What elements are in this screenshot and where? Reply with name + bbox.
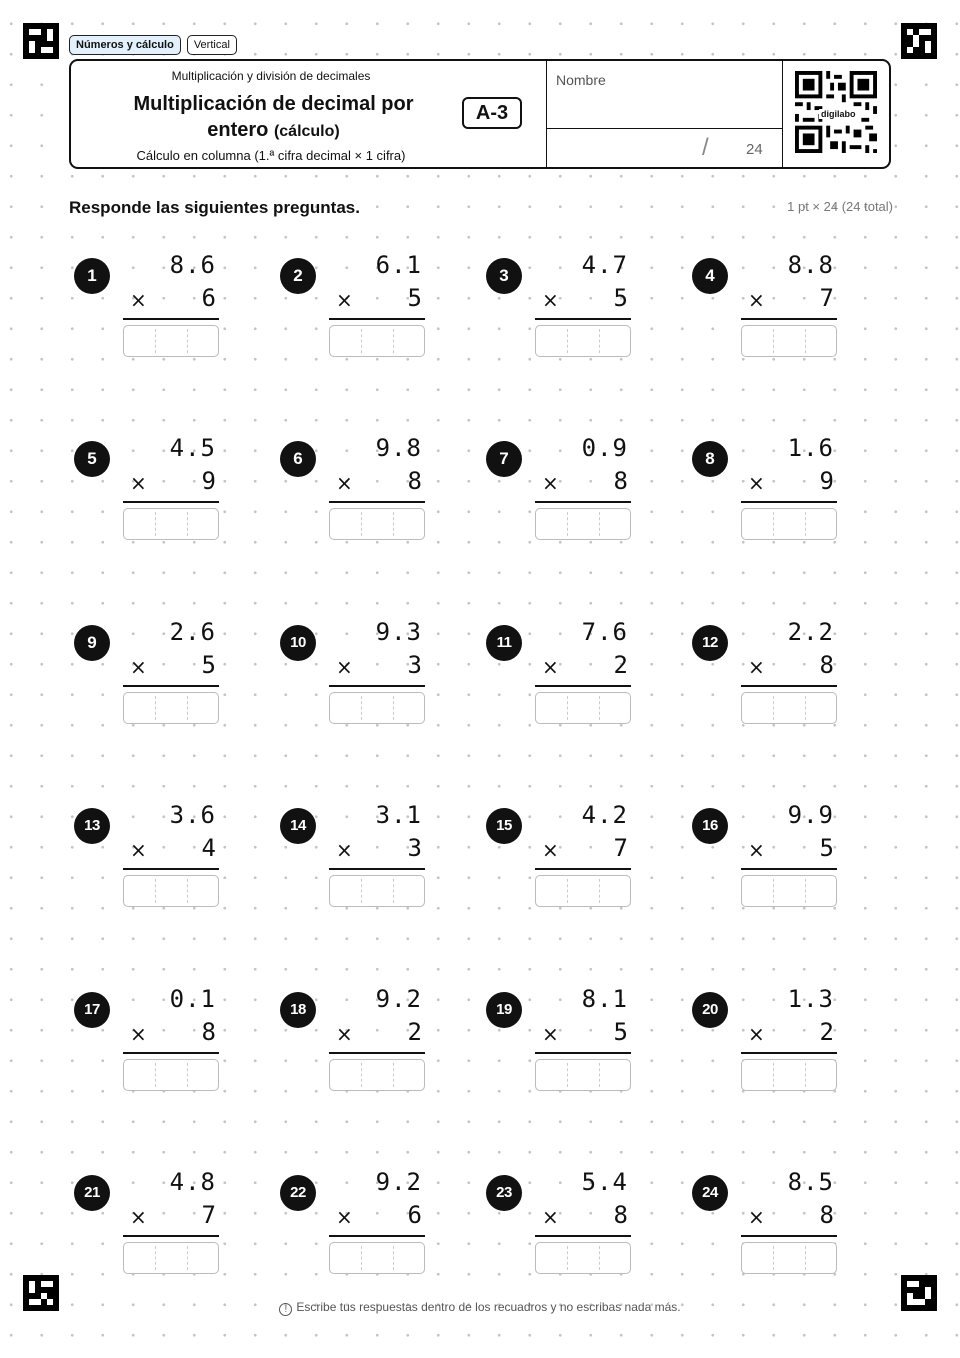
- multiplicand: 4.8: [169, 1168, 216, 1196]
- multiplier: 5: [201, 651, 216, 679]
- problem-number: 14: [280, 808, 316, 844]
- times-symbol: ×: [130, 1205, 147, 1229]
- score-info: 1 pt × 24 (24 total): [787, 199, 893, 214]
- answer-box[interactable]: [123, 692, 219, 724]
- problem-9: [70, 618, 260, 728]
- info-icon: !: [279, 1303, 292, 1316]
- multiplier: 5: [407, 284, 422, 312]
- times-symbol: ×: [130, 471, 147, 495]
- problem-24: [688, 1168, 878, 1278]
- answer-box[interactable]: [329, 692, 425, 724]
- multiplier: 5: [613, 1018, 628, 1046]
- problem-number: 3: [486, 258, 522, 294]
- corner-marker-top-left: [23, 23, 59, 59]
- problem-number: 22: [280, 1175, 316, 1211]
- multiplicand: 1.6: [787, 434, 834, 462]
- category-tags: [69, 35, 237, 55]
- multiplier: 3: [407, 834, 422, 862]
- answer-box[interactable]: [741, 1242, 837, 1274]
- multiplier: 2: [819, 1018, 834, 1046]
- operation-rule: [535, 1052, 631, 1054]
- multiplier: 8: [407, 467, 422, 495]
- problem-3: [482, 251, 672, 361]
- operation-rule: [741, 501, 837, 503]
- problem-number: 12: [692, 625, 728, 661]
- answer-box[interactable]: [535, 875, 631, 907]
- operation-rule: [741, 868, 837, 870]
- score-slash: /: [702, 134, 709, 161]
- times-symbol: ×: [542, 838, 559, 862]
- times-symbol: ×: [748, 1205, 765, 1229]
- multiplicand: 5.4: [581, 1168, 628, 1196]
- problem-13: [70, 801, 260, 911]
- operation-rule: [329, 318, 425, 320]
- operation-rule: [741, 1052, 837, 1054]
- problem-number: 11: [486, 625, 522, 661]
- problem-number: 2: [280, 258, 316, 294]
- times-symbol: ×: [542, 471, 559, 495]
- multiplicand: 9.8: [375, 434, 422, 462]
- answer-box[interactable]: [329, 1059, 425, 1091]
- answer-box[interactable]: [741, 508, 837, 540]
- answer-box[interactable]: [123, 875, 219, 907]
- problem-2: [276, 251, 466, 361]
- operation-rule: [329, 1235, 425, 1237]
- answer-box[interactable]: [535, 1059, 631, 1091]
- multiplier: 2: [613, 651, 628, 679]
- problem-1: [70, 251, 260, 361]
- tag-vertical: Vertical: [187, 35, 237, 55]
- multiplicand: 3.1: [375, 801, 422, 829]
- problem-number: 15: [486, 808, 522, 844]
- multiplicand: 9.3: [375, 618, 422, 646]
- header-description: Cálculo en columna (1.ª cifra decimal × 1 cifra): [136, 148, 406, 163]
- times-symbol: ×: [336, 471, 353, 495]
- operation-rule: [123, 685, 219, 687]
- problem-19: [482, 985, 672, 1095]
- problem-11: [482, 618, 672, 728]
- problem-number: 4: [692, 258, 728, 294]
- problem-number: 5: [74, 441, 110, 477]
- name-score-divider: [547, 128, 783, 129]
- multiplicand: 9.9: [787, 801, 834, 829]
- answer-box[interactable]: [123, 1242, 219, 1274]
- answer-box[interactable]: [741, 692, 837, 724]
- operation-rule: [123, 318, 219, 320]
- operation-rule: [123, 1052, 219, 1054]
- multiplier: 2: [407, 1018, 422, 1046]
- answer-box[interactable]: [329, 508, 425, 540]
- multiplicand: 1.3: [787, 985, 834, 1013]
- problem-number: 13: [74, 808, 110, 844]
- problem-4: [688, 251, 878, 361]
- multiplicand: 0.9: [581, 434, 628, 462]
- qr-label: digilabo: [821, 109, 856, 119]
- problem-number: 10: [280, 625, 316, 661]
- problem-5: [70, 434, 260, 544]
- multiplier: 7: [613, 834, 628, 862]
- operation-rule: [329, 868, 425, 870]
- multiplicand: 9.2: [375, 1168, 422, 1196]
- qr-code-box: [782, 61, 889, 167]
- operation-rule: [123, 1235, 219, 1237]
- problem-7: [482, 434, 672, 544]
- problem-number: 21: [74, 1175, 110, 1211]
- operation-rule: [535, 501, 631, 503]
- problem-18: [276, 985, 466, 1095]
- times-symbol: ×: [130, 655, 147, 679]
- multiplicand: 4.2: [581, 801, 628, 829]
- multiplicand: 2.2: [787, 618, 834, 646]
- operation-rule: [535, 318, 631, 320]
- multiplier: 6: [407, 1201, 422, 1229]
- operation-rule: [123, 501, 219, 503]
- tag-numbers: Números y cálculo: [69, 35, 181, 55]
- header-title-small: (cálculo): [273, 123, 340, 140]
- answer-box[interactable]: [329, 1242, 425, 1274]
- times-symbol: ×: [336, 1205, 353, 1229]
- problem-number: 24: [692, 1175, 728, 1211]
- multiplicand: 4.5: [169, 434, 216, 462]
- name-label: Nombre: [556, 72, 606, 88]
- multiplicand: 3.6: [169, 801, 216, 829]
- score-total: 24: [746, 141, 763, 158]
- answer-box[interactable]: [535, 692, 631, 724]
- times-symbol: ×: [336, 655, 353, 679]
- times-symbol: ×: [336, 838, 353, 862]
- times-symbol: ×: [130, 838, 147, 862]
- problem-number: 19: [486, 992, 522, 1028]
- header-title-area: [71, 61, 546, 167]
- answer-box[interactable]: [535, 325, 631, 357]
- times-symbol: ×: [542, 1022, 559, 1046]
- problem-8: [688, 434, 878, 544]
- answer-box[interactable]: [535, 508, 631, 540]
- answer-box[interactable]: [123, 508, 219, 540]
- multiplicand: 0.1: [169, 985, 216, 1013]
- multiplicand: 8.1: [581, 985, 628, 1013]
- multiplier: 6: [201, 284, 216, 312]
- multiplicand: 4.7: [581, 251, 628, 279]
- operation-rule: [741, 685, 837, 687]
- problem-6: [276, 434, 466, 544]
- answer-box[interactable]: [329, 875, 425, 907]
- multiplicand: 6.1: [375, 251, 422, 279]
- problem-14: [276, 801, 466, 911]
- problem-number: 18: [280, 992, 316, 1028]
- footer-text: Escribe tus respuestas dentro de los recuadros y no escribas nada más.: [296, 1300, 681, 1314]
- problem-number: 6: [280, 441, 316, 477]
- multiplier: 8: [819, 651, 834, 679]
- operation-rule: [329, 685, 425, 687]
- answer-box[interactable]: [329, 325, 425, 357]
- problem-12: [688, 618, 878, 728]
- problem-22: [276, 1168, 466, 1278]
- times-symbol: ×: [748, 655, 765, 679]
- name-box[interactable]: [546, 61, 782, 167]
- multiplicand: 8.5: [787, 1168, 834, 1196]
- times-symbol: ×: [748, 288, 765, 312]
- answer-box[interactable]: [123, 325, 219, 357]
- problem-number: 17: [74, 992, 110, 1028]
- operation-rule: [741, 318, 837, 320]
- times-symbol: ×: [748, 471, 765, 495]
- problem-number: 7: [486, 441, 522, 477]
- header-title-main: Multiplicación de decimal por entero: [133, 93, 414, 141]
- answer-box[interactable]: [741, 325, 837, 357]
- times-symbol: ×: [542, 288, 559, 312]
- multiplier: 8: [201, 1018, 216, 1046]
- problem-15: [482, 801, 672, 911]
- operation-rule: [123, 868, 219, 870]
- times-symbol: ×: [748, 1022, 765, 1046]
- problem-number: 16: [692, 808, 728, 844]
- multiplier: 4: [201, 834, 216, 862]
- header-title: [101, 91, 446, 145]
- multiplier: 8: [613, 467, 628, 495]
- instructions: Responde las siguientes preguntas.: [69, 198, 360, 217]
- multiplier: 9: [201, 467, 216, 495]
- times-symbol: ×: [130, 1022, 147, 1046]
- operation-rule: [535, 868, 631, 870]
- problem-17: [70, 985, 260, 1095]
- multiplier: 9: [819, 467, 834, 495]
- times-symbol: ×: [336, 1022, 353, 1046]
- multiplier: 3: [407, 651, 422, 679]
- multiplier: 8: [613, 1201, 628, 1229]
- problem-20: [688, 985, 878, 1095]
- footer-note: [0, 1300, 960, 1316]
- times-symbol: ×: [748, 838, 765, 862]
- multiplier: 7: [201, 1201, 216, 1229]
- problem-10: [276, 618, 466, 728]
- problem-number: 8: [692, 441, 728, 477]
- corner-marker-top-right: [901, 23, 937, 59]
- multiplicand: 8.8: [787, 251, 834, 279]
- worksheet-header: [69, 59, 891, 169]
- multiplier: 8: [819, 1201, 834, 1229]
- operation-rule: [535, 685, 631, 687]
- multiplicand: 9.2: [375, 985, 422, 1013]
- times-symbol: ×: [336, 288, 353, 312]
- problem-number: 1: [74, 258, 110, 294]
- multiplicand: 8.6: [169, 251, 216, 279]
- multiplier: 5: [613, 284, 628, 312]
- answer-box[interactable]: [741, 1059, 837, 1091]
- problem-number: 9: [74, 625, 110, 661]
- operation-rule: [329, 1052, 425, 1054]
- problem-number: 20: [692, 992, 728, 1028]
- header-subtitle: Multiplicación y división de decimales: [171, 69, 371, 83]
- multiplicand: 2.6: [169, 618, 216, 646]
- times-symbol: ×: [130, 288, 147, 312]
- problem-23: [482, 1168, 672, 1278]
- operation-rule: [329, 501, 425, 503]
- times-symbol: ×: [542, 655, 559, 679]
- problem-21: [70, 1168, 260, 1278]
- worksheet-code: A-3: [462, 97, 522, 129]
- multiplier: 7: [819, 284, 834, 312]
- multiplier: 5: [819, 834, 834, 862]
- answer-box[interactable]: [741, 875, 837, 907]
- times-symbol: ×: [542, 1205, 559, 1229]
- operation-rule: [741, 1235, 837, 1237]
- operation-rule: [535, 1235, 631, 1237]
- answer-box[interactable]: [123, 1059, 219, 1091]
- problem-16: [688, 801, 878, 911]
- problem-number: 23: [486, 1175, 522, 1211]
- answer-box[interactable]: [535, 1242, 631, 1274]
- multiplicand: 7.6: [581, 618, 628, 646]
